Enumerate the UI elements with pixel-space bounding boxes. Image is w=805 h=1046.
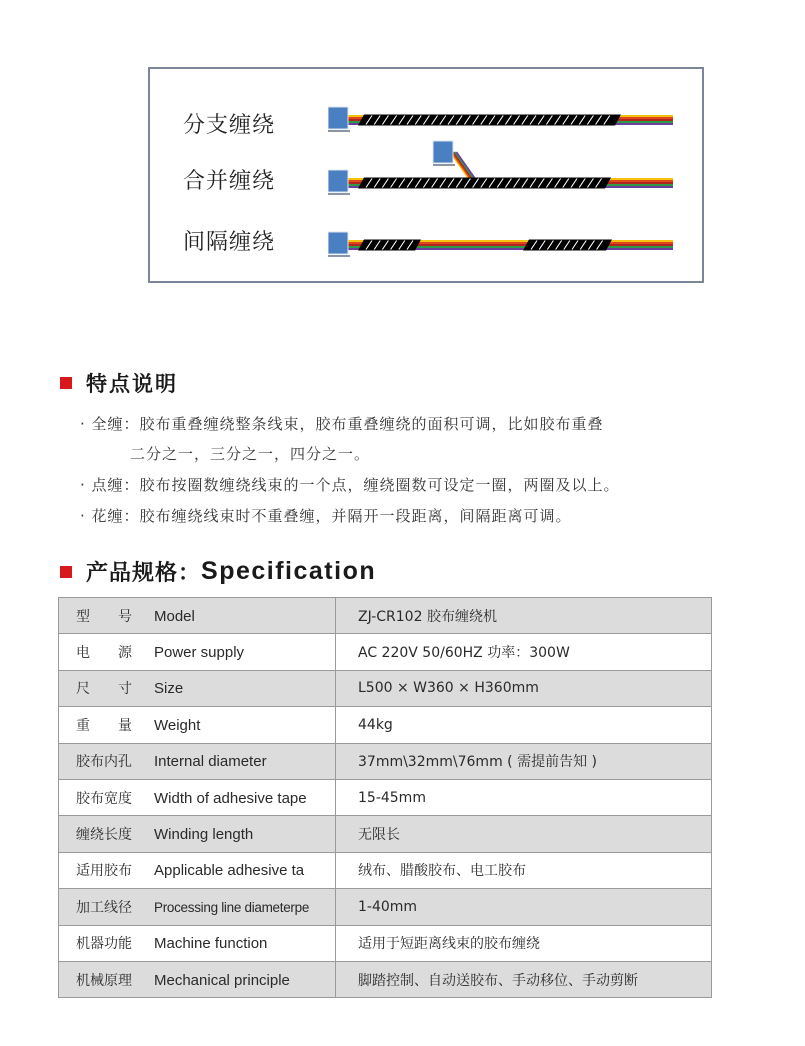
spec-label-cell — [59, 889, 336, 925]
diagram-label-branch: 分支缠绕 — [183, 113, 276, 138]
spec-heading — [60, 556, 376, 587]
connector-icon — [328, 170, 348, 192]
spec-title-cn: 产品规格： — [86, 561, 202, 586]
spec-value: 15-45mm — [336, 779, 712, 815]
connector-base — [328, 193, 350, 195]
spec-label-cell — [59, 743, 336, 779]
spec-value: 37mm\32mm\76mm ( 需提前告知 ) — [336, 743, 712, 779]
feature-list — [80, 412, 740, 535]
spec-value: 无限长 — [336, 816, 712, 852]
spec-label-en: Internal diameter — [154, 753, 267, 771]
spec-label-cn: 胶布内孔 — [76, 754, 132, 771]
spec-row — [59, 707, 712, 743]
spec-label-en: Weight — [154, 716, 201, 734]
spec-title-en: Specification — [201, 557, 377, 585]
spec-value: L500 × W360 × H360mm — [336, 670, 712, 706]
spec-label-cell — [59, 634, 336, 670]
spec-row — [59, 779, 712, 815]
diagram-label-merge: 合并缠绕 — [183, 169, 276, 194]
spec-value: 1-40mm — [336, 889, 712, 925]
feature-text: · 全缠：胶布重叠缠绕整条线束，胶布重叠缠绕的面积可调，比如胶布重叠 — [80, 415, 604, 433]
diagram-label-interval: 间隔缠绕 — [183, 230, 276, 255]
feature-text: · 点缠：胶布按圈数缠绕线束的一个点，缠绕圈数可设定一圈，两圈及以上。 — [80, 476, 620, 494]
feature-item-full — [80, 412, 740, 466]
spec-label-en: Winding length — [154, 826, 254, 844]
spec-row — [59, 925, 712, 961]
spec-label-en: Mechanical principle — [154, 971, 290, 989]
spec-row — [59, 816, 712, 852]
connector-base — [328, 255, 350, 257]
feature-text-continuation: 二分之一，三分之一，四分之一。 — [130, 445, 371, 463]
connector-icon — [328, 107, 348, 129]
spec-label-cn: 适用胶布 — [76, 863, 132, 880]
spec-label-en: Processing line diameterpe — [154, 899, 310, 915]
spec-label-en: Machine function — [154, 935, 268, 953]
spec-value: 44kg — [336, 707, 712, 743]
spec-label-cn: 电 源 — [76, 645, 132, 662]
spec-value: 脚踏控制、自动送胶布、手动移位、手动剪断 — [336, 961, 712, 997]
connector-icon — [433, 141, 453, 163]
spec-label-cell — [59, 598, 336, 634]
spec-label-cn: 型 号 — [76, 608, 132, 625]
spec-label-cn: 胶布宽度 — [76, 790, 132, 807]
spec-value: 绒布、腊酸胶布、电工胶布 — [336, 852, 712, 888]
winding-diagram — [148, 67, 704, 283]
spec-label-en: Applicable adhesive ta — [154, 862, 305, 880]
spec-label-en: Width of adhesive tape — [154, 789, 307, 807]
spec-label-cell — [59, 816, 336, 852]
branch-wire-strand — [455, 152, 474, 179]
spec-table — [58, 597, 712, 998]
spec-label-cn: 机械原理 — [76, 972, 132, 989]
features-title: 特点说明 — [86, 372, 178, 396]
spec-row — [59, 961, 712, 997]
feature-item-spot — [80, 473, 740, 497]
spec-label-en: Size — [154, 680, 184, 698]
winding-illustrations — [328, 94, 673, 264]
spec-label-cell — [59, 925, 336, 961]
spec-value: ZJ-CR102 胶布缠绕机 — [336, 598, 712, 634]
spec-label-cell — [59, 670, 336, 706]
feature-text: · 花缠：胶布缠绕线束时不重叠缠，并隔开一段距离，间隔距离可调。 — [80, 507, 572, 525]
spec-label-cn: 重 量 — [76, 717, 132, 734]
spec-row — [59, 889, 712, 925]
spec-label-cn: 缠绕长度 — [76, 827, 132, 844]
spec-label-cn: 加工线径 — [76, 899, 132, 916]
spec-label-en: Model — [154, 607, 195, 625]
connector-base — [328, 130, 350, 132]
spec-row — [59, 852, 712, 888]
spec-row — [59, 743, 712, 779]
spec-value: 适用于短距离线束的胶布缠绕 — [336, 925, 712, 961]
connector-icon — [328, 232, 348, 254]
branch-wire-strand — [453, 152, 472, 179]
spec-row — [59, 634, 712, 670]
feature-item-pattern — [80, 504, 740, 528]
spec-value: AC 220V 50/60HZ 功率：300W — [336, 634, 712, 670]
spec-row — [59, 670, 712, 706]
spec-label-cell — [59, 779, 336, 815]
features-heading — [60, 368, 178, 398]
spec-label-cell — [59, 961, 336, 997]
connector-base — [433, 164, 455, 166]
spec-row — [59, 598, 712, 634]
tape-wrap — [358, 240, 421, 251]
spec-label-cn: 机器功能 — [76, 936, 132, 953]
spec-label-en: Power supply — [154, 644, 245, 662]
spec-label-cell — [59, 852, 336, 888]
heading-bullet-icon — [60, 377, 72, 389]
heading-bullet-icon — [60, 566, 72, 578]
spec-label-cell — [59, 707, 336, 743]
spec-label-cn: 尺 寸 — [76, 681, 132, 698]
